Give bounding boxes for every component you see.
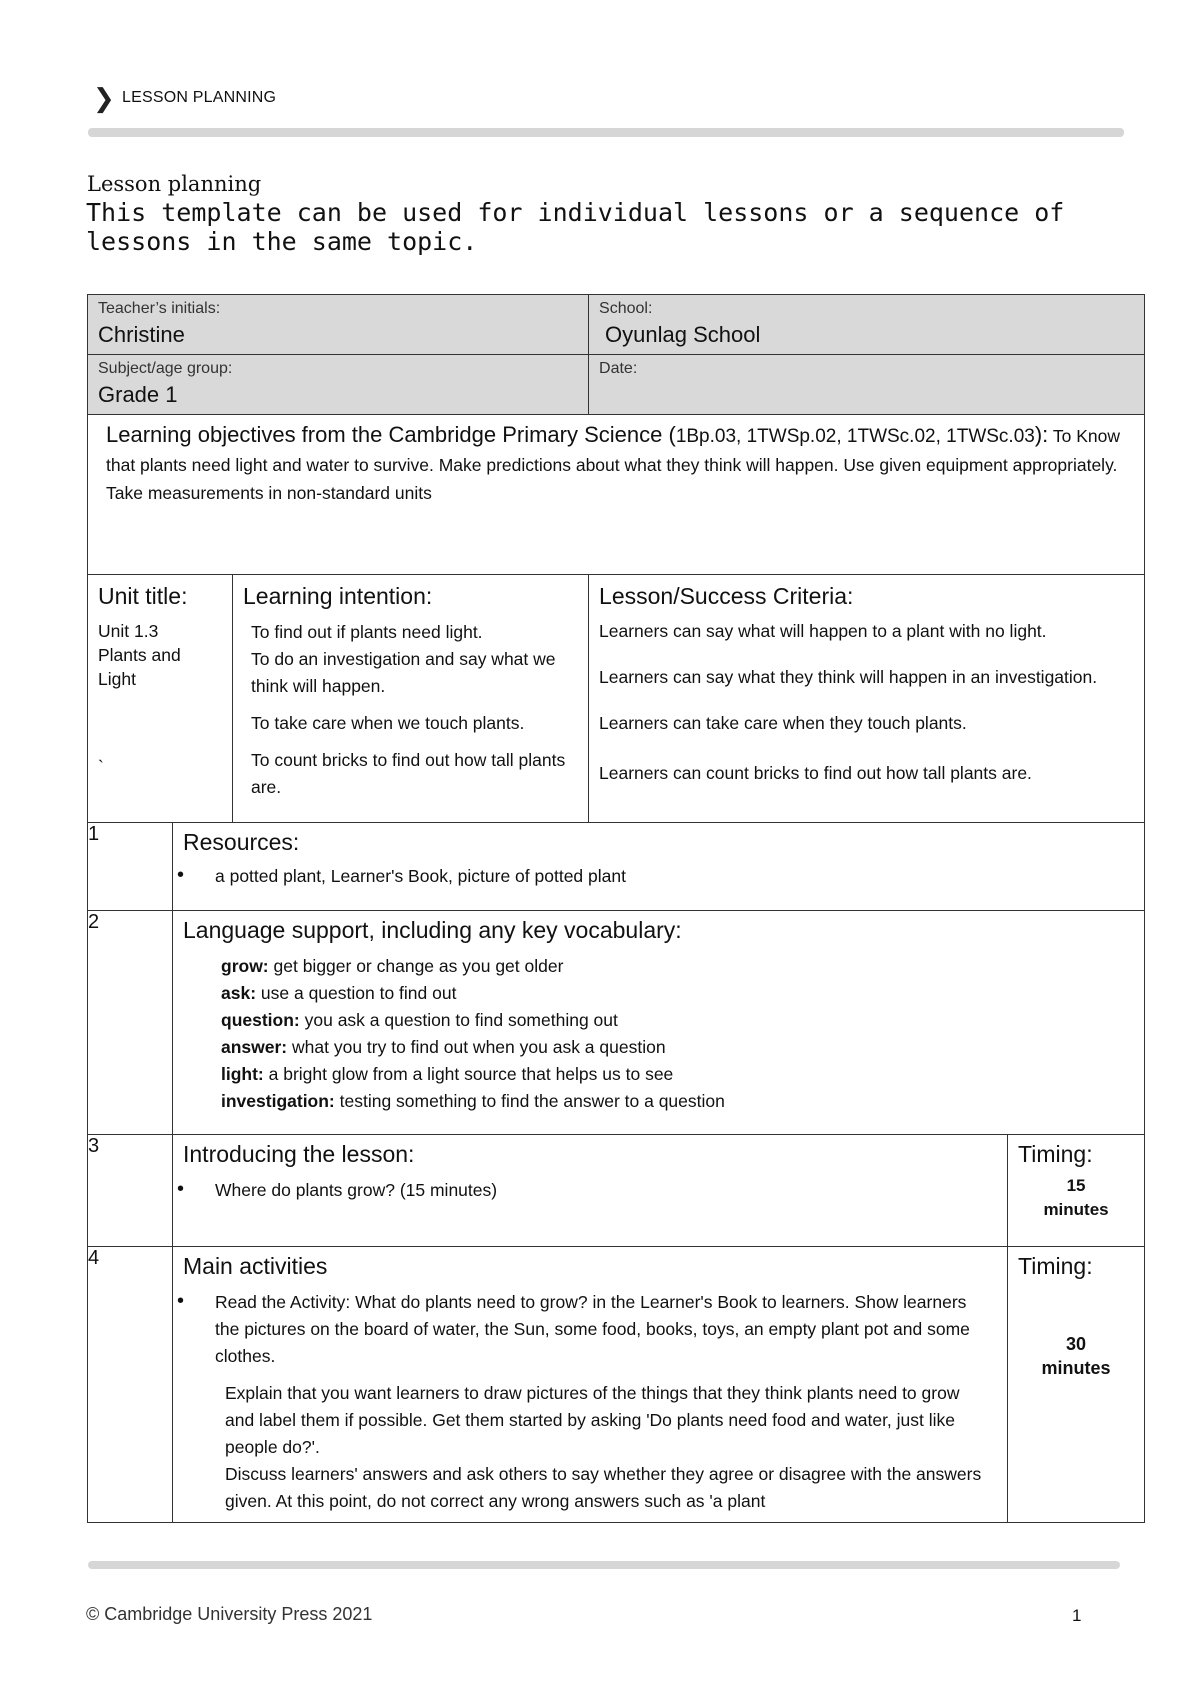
section-label: LESSON PLANNING [122, 89, 277, 106]
timing-number: 30 [1066, 1334, 1087, 1354]
introduction-cell [173, 1135, 1008, 1247]
vocab-item: question: you ask a question to find something out [221, 1010, 618, 1030]
lesson-plan-table [87, 294, 1145, 1523]
language-support-cell [173, 911, 1145, 1135]
school-label: School: [599, 300, 653, 317]
criteria-item: Learners can say what they think will happen in an investigation. [599, 667, 1098, 687]
section-number: 3 [88, 1135, 173, 1247]
vocab-item: answer: what you try to find out when you ask a question [221, 1037, 666, 1057]
intention-item: To count bricks to find out how tall plants are. [251, 750, 566, 797]
timing-label: Timing: [1018, 1141, 1093, 1167]
main-activity-paragraph: Explain that you want learners to draw pictures of the things that they think plants need to grow and label them if possible. Get them started by asking 'Do plants need food and water, just like people do?'. [225, 1383, 960, 1457]
school-value: Oyunlag School [605, 322, 761, 347]
introduction-heading: Introducing the lesson: [183, 1141, 415, 1167]
timing-label: Timing: [1018, 1253, 1093, 1279]
resource-item: • a potted plant, Learner's Book, picture of potted plant [215, 863, 1144, 890]
footer-divider [88, 1561, 1120, 1569]
page-number: 1 [1072, 1606, 1082, 1625]
date-cell [589, 355, 1145, 415]
doc-title: This template can be used for individual lessons or a sequence of lessons in the same topic. [86, 198, 1065, 256]
doc-kicker: Lesson planning [87, 172, 262, 196]
success-criteria-label: Lesson/Success Criteria: [599, 583, 854, 609]
language-support-heading: Language support, including any key vocabulary: [183, 917, 682, 943]
introduction-timing-cell [1008, 1135, 1145, 1247]
unit-title-line: Plants and [98, 645, 181, 665]
vocab-item: grow: get bigger or change as you get older [221, 956, 564, 976]
objectives-codes: 1Bp.03, 1TWSp.02, 1TWSc.02, 1TWSc.03 [675, 426, 1035, 447]
footer-copyright: © Cambridge University Press 2021 [86, 1604, 373, 1624]
objectives-heading: Learning objectives from the Cambridge Primary Science ( [106, 422, 676, 447]
vocab-item: ask: use a question to find out [221, 983, 457, 1003]
criteria-item: Learners can count bricks to find out how tall plants are. [599, 763, 1032, 783]
introduction-item: • Where do plants grow? (15 minutes) [215, 1177, 1007, 1204]
school-cell [589, 295, 1145, 355]
objectives-text: To Know that plants need light and water to survive. Make predictions about what they think will happen. Use given equipment appropriately. Take measurements in non-standard units [106, 426, 1120, 503]
teacher-value: Christine [98, 322, 185, 347]
header-divider [88, 128, 1124, 137]
chevron-right-icon: ❯ [93, 84, 115, 114]
section-number: 1 [88, 823, 173, 911]
learning-intention-cell [233, 575, 589, 823]
teacher-label: Teacher’s initials: [98, 300, 221, 317]
unit-title-line: Light [98, 669, 136, 689]
timing-number: 15 [1066, 1176, 1086, 1195]
intention-item: To take care when we touch plants. [251, 713, 525, 733]
subject-value: Grade 1 [98, 382, 178, 407]
unit-mark: ` [98, 757, 104, 777]
vocab-item: light: a bright glow from a light source that helps us to see [221, 1064, 674, 1084]
resources-cell [173, 823, 1145, 911]
unit-title-line: Unit 1.3 [98, 621, 159, 641]
timing-unit: minutes [1043, 1200, 1109, 1219]
learning-intention-label: Learning intention: [243, 583, 433, 609]
unit-title-label: Unit title: [98, 583, 188, 609]
intention-item: To find out if plants need light. [251, 622, 483, 642]
main-activities-cell [173, 1247, 1008, 1523]
date-value [589, 378, 1144, 382]
criteria-item: Learners can say what will happen to a plant with no light. [599, 621, 1047, 641]
main-activity-item: • Read the Activity: What do plants need to grow? in the Learner's Book to learners. Show learners the pictures on the board of water, the Sun, some food, books, toys, an empty plant pot and some clothes. [215, 1289, 993, 1370]
timing-unit: minutes [1041, 1358, 1111, 1378]
vocabulary-list [173, 945, 1144, 1115]
objectives-heading-end: ): [1034, 422, 1049, 447]
criteria-item: Learners can take care when they touch plants. [599, 713, 967, 733]
section-number: 2 [88, 911, 173, 1135]
intention-item: To do an investigation and say what we think will happen. [251, 649, 556, 696]
unit-title-cell [88, 575, 233, 823]
main-activity-paragraph: Discuss learners' answers and ask others to say whether they agree or disagree with the answers given. At this point, do not correct any wrong answers such as 'a plant [225, 1464, 982, 1511]
resources-heading: Resources: [183, 829, 300, 855]
section-number: 4 [88, 1247, 173, 1523]
date-label: Date: [599, 360, 638, 377]
success-criteria-cell [589, 575, 1145, 823]
subject-cell [88, 355, 589, 415]
vocab-item: investigation: testing something to find the answer to a question [221, 1091, 725, 1111]
teacher-cell [88, 295, 589, 355]
main-activities-timing-cell [1008, 1247, 1145, 1523]
main-activities-heading: Main activities [183, 1253, 328, 1279]
objectives-cell [88, 415, 1145, 575]
subject-label: Subject/age group: [98, 360, 233, 377]
